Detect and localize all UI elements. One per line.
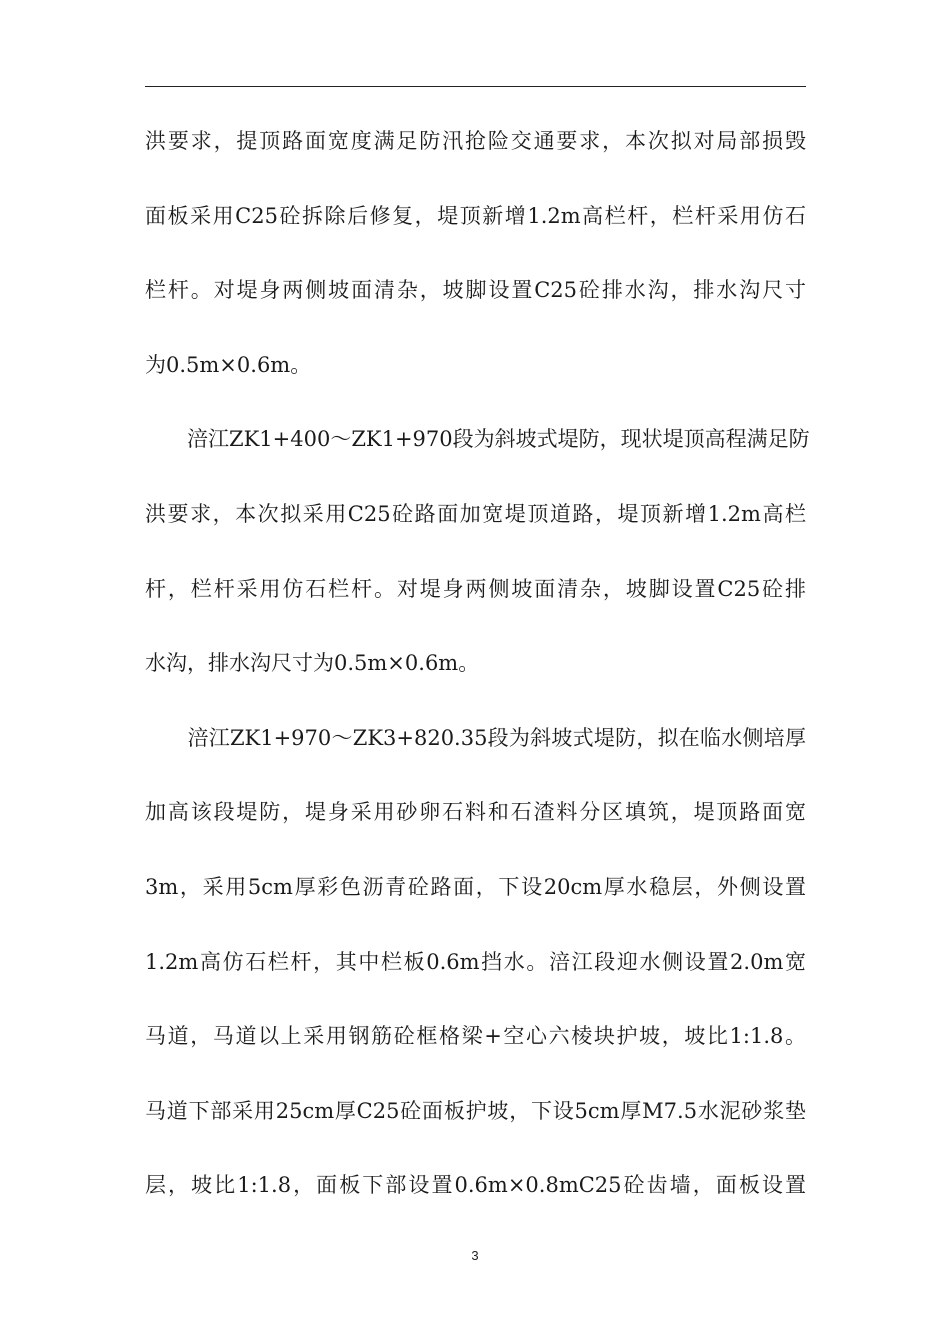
text-line: 洪要求，本次拟采用C25砼路面加宽堤顶道路，堤顶新增1.2m高栏: [145, 501, 806, 526]
text-line: 3m，采用5cm厚彩色沥青砼路面，下设20cm厚水稳层，外侧设置: [145, 874, 806, 899]
text-line: 加高该段堤防，堤身采用砂卵石料和石渣料分区填筑，堤顶路面宽: [145, 800, 806, 825]
page-number: 3: [471, 1248, 479, 1263]
text-line: 为0.5m×0.6m。: [145, 352, 312, 377]
text-line: 涪江ZK1+970～ZK3+820.35段为斜坡式堤防，拟在临水侧培厚: [145, 725, 806, 750]
text-line: 1.2m高仿石栏杆，其中栏板0.6m挡水。涪江段迎水侧设置2.0m宽: [145, 949, 806, 974]
text-line: 杆，栏杆采用仿石栏杆。对堤身两侧坡面清杂，坡脚设置C25砼排: [145, 576, 806, 601]
text-line: 涪江ZK1+400～ZK1+970段为斜坡式堤防，现状堤顶高程满足防: [145, 427, 810, 452]
header-rule: [145, 86, 806, 87]
text-line: 马道，马道以上采用钢筋砼框格梁+空心六棱块护坡，坡比1:1.8。: [145, 1024, 806, 1049]
body-text: [145, 104, 810, 1223]
text-line: 马道下部采用25cm厚C25砼面板护坡，下设5cm厚M7.5水泥砂浆垫: [145, 1098, 806, 1123]
text-line: 面板采用C25砼拆除后修复，堤顶新增1.2m高栏杆，栏杆采用仿石: [145, 203, 806, 228]
text-line: 洪要求，提顶路面宽度满足防汛抢险交通要求，本次拟对局部损毁: [145, 129, 806, 153]
text-line: 水沟，排水沟尺寸为0.5m×0.6m。: [145, 651, 480, 676]
text-line: 栏杆。对堤身两侧坡面清杂，坡脚设置C25砼排水沟，排水沟尺寸: [145, 278, 806, 303]
text-line: 层，坡比1:1.8，面板下部设置0.6m×0.8mC25砼齿墙，面板设置: [145, 1173, 806, 1198]
